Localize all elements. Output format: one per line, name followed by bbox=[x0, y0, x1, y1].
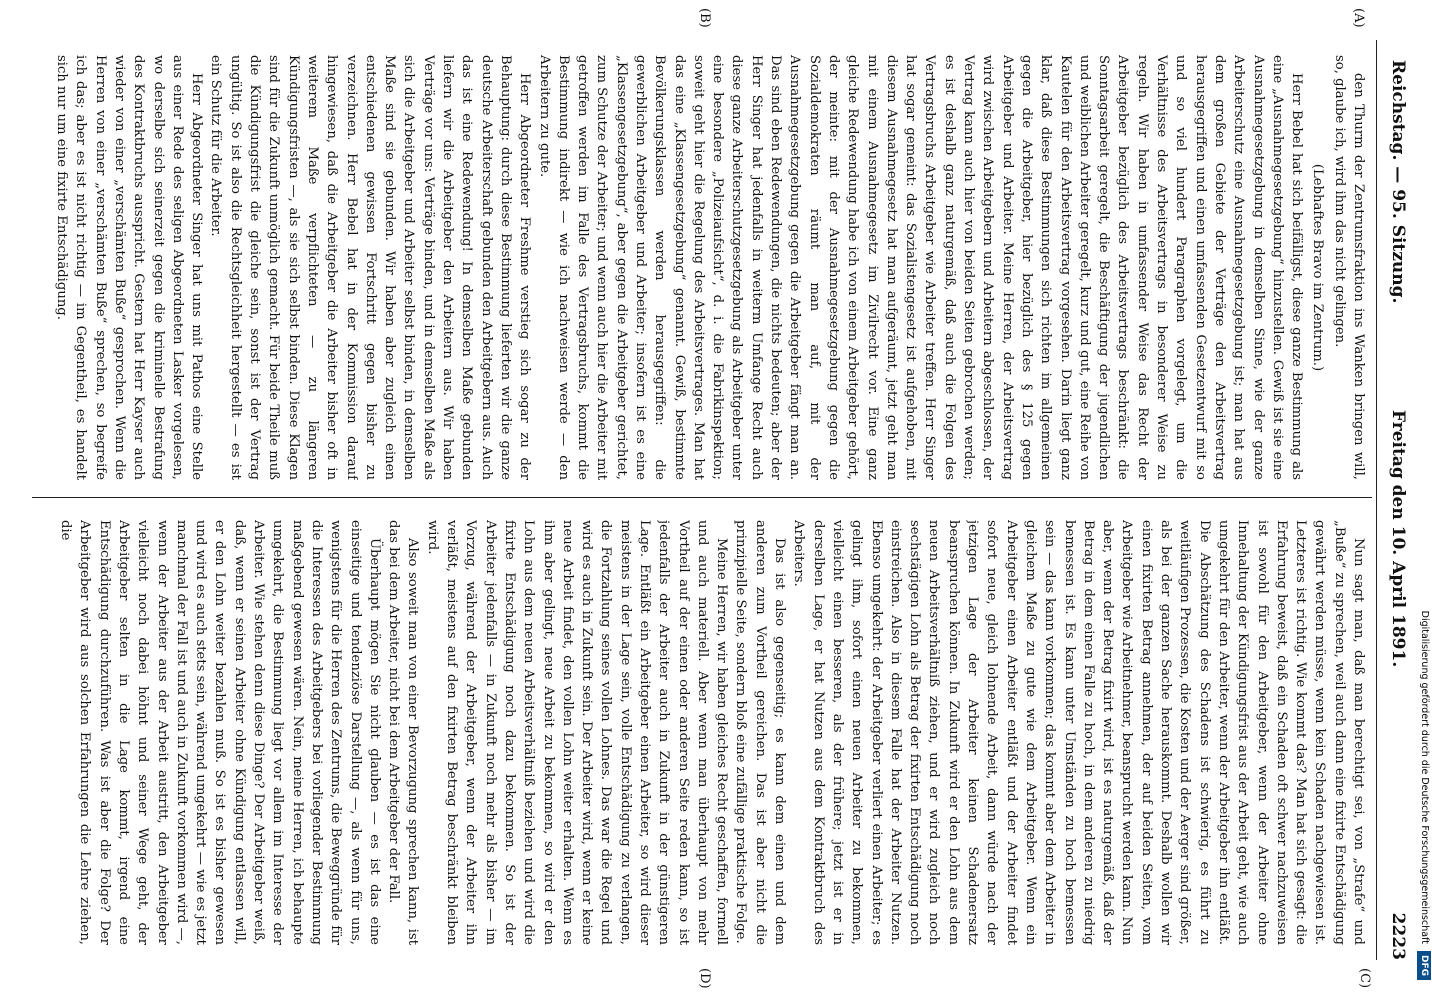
column-divider bbox=[32, 497, 1372, 498]
paragraph: Herr Abgeordneter Singer hat uns mit Pathos eine Stelle aus einer Rede des seligen Abgeordneten Lasker vorgelesen, wo derselbe sich seinerzeit gegen die kriminelle Bestrafung des Kontraktbruchs ausspricht. Gestern hat Herr Kayser auch wieder von einer „verschämten Buße“ gesprochen. Wenn die Herren von einer „verschämten Buße“ sprechen, so begreife ich das; aber es ist nicht richtig — im Gegentheil, es handelt sich nur um eine fixirte Entschädigung. bbox=[54, 55, 205, 480]
digitization-credit bbox=[1416, 20, 1432, 980]
paragraph: Nun sagt man, daß man berechtigt sei, von „Strafe“ und „Buße“ zu sprechen, weil auch dann eine fixirte Entschädigung gewährt werden müsse, wenn kein Schaden nachgewiesen ist. Letzteres ist richtig. Wie kommt das? Man hat sich gesagt: die Erfahrung beweist, daß ein Schaden oft schwer nachzuweisen ist sowohl für den Arbeitgeber, wenn der Arbeiter ohne Innehaltung der Kündigungsfrist aus der Arbeit geht, wie auch umgekehrt für den Arbeiter, wenn der Arbeitgeber ihn entläßt. Die Abschätzung des Schadens ist schwierig, es führt zu weitläufigen Prozessen, die Kosten und der Aerger sind größer, als bei der ganzen Sache herauskommt. Deshalb wollen wir einen fixirten Betrag annehmen, der auf beiden Seiten, vom Arbeitgeber wie Arbeitnehmer, beansprucht werden kann. Nun aber, wenn der Betrag fixirt wird, ist es naturgemäß, daß der Betrag in dem einen Falle zu hoch, in dem anderen zu niedrig bemessen ist. Es kann unter Umständen zu hoch bemessen sein — das kann vorkommen; das kommt aber dem Arbeiter in gleichem Maße zu gute wie dem Arbeitgeber. Wenn ein Arbeitgeber einen Arbeiter entläßt und der Arbeiter findet sofort neue, gleich lohnende Arbeit, dann würde nach der jetzigen Lage der Arbeiter keinen Schadenersatz beanspruchen können. In Zukunft wird er den Lohn aus dem neuen Arbeitsverhältniß ziehen, und er wird zugleich noch sechstägigen Lohn als Betrag der fixirten Entschädigung noch einstreichen. Also in diesem Falle hat der Arbeiter Nutzen. Ebenso umgekehrt: der Arbeitgeber verliert einen Arbeiter; es gelingt ihm, sofort einen neuen Arbeiter zu bekommen, vielleicht einen besseren, als der frühere; jetzt ist er in derselben Lage, er hat Nutzen aus dem Kontraktbruch des Arbeiters. bbox=[791, 520, 1366, 945]
paragraph: Meine Herren, wir haben gleiches Recht geschaffen, formell und auch materiell. Aber wenn man überhaupt von mehr Vortheil auf der einen oder anderen Seite reden kann, so ist jedenfalls der Arbeiter auch in Zukunft in der günstigeren Lage. Entläßt ein Arbeitgeber einen Arbeiter, so wird dieser meistens in der Lage sein, volle Entschädigung zu verlangen, die Fortzahlung seines vollen Lohnes. Das war die Regel und wird es auch in Zukunft sein. Der Arbeiter wird, wenn er keine neue Arbeit findet, den vollen Lohn weiter erhalten. Wenn es ihm aber gelingt, neue Arbeit zu bekommen, so wird er den Lohn aus dem neuen Arbeitsverhältniß beziehen und wird die fixirte Entschädigung noch dazu bekommen. So ist der Arbeiter jedenfalls — in Zukunft noch mehr als bisher — im Vorzug, während der Arbeitgeber, wenn der Arbeiter ihn verläßt, meistens auf den fixirten Betrag beschränkt bleiben wird. bbox=[424, 520, 730, 945]
margin-marker-b: (B) bbox=[697, 8, 712, 28]
credit-text: Digitalisierung gefördert durch die Deutsche Forschungsgemeinschaft bbox=[1419, 610, 1430, 944]
margin-marker-c: (C) bbox=[1357, 968, 1372, 989]
paragraph: Das ist also gegenseitig; es kann dem einen und dem anderen zum Vortheil gereichen. Das ist aber nicht die prinzipielle Seite, sondern bloß eine zufällige praktische Folge. bbox=[733, 520, 788, 945]
paragraph: den Thurm der Zentrumsfraktion ins Wanken bringen will, so, glaube ich, wird ihm das nicht gelingen. bbox=[1331, 55, 1366, 480]
margin-marker-d: (D) bbox=[697, 968, 712, 989]
header-session: Reichstag. — 95. Sitzung. bbox=[1388, 60, 1408, 304]
right-column bbox=[48, 520, 1368, 945]
page-header bbox=[1382, 40, 1412, 960]
paragraph: Herr Abgeordneter Freshme verstieg sich sogar zu der Behauptung: durch diese Bestimmung lieferten wir die ganze deutsche Arbeiterschaft gebunden den Arbeitgebern aus. Auch das ist eine Redewendung! In demselben Maße gebunden liefern wir die Arbeitgeber den Arbeitern aus. Wir haben Verträge vor uns: Verträge binden, und in demselben Maße als sich die Arbeitgeber und Arbeiter selbst binden, in demselben Maße sind sie gebunden. Wir haben aber zugleich einen entschiedenen gewissen Fortschritt gegen bisher zu verzeichnen. Herr Bebel hat in der Kommission darauf hingewiesen, daß die Arbeitgeber die Arbeiter bisher oft in weiterem Maße verpflichteten — zu längeren Kündigungsfristen —, als sie sich selbst binden. Diese Klagen sind für die Zukunft unmöglich gemacht. Für beide Theile muß die Kündigungsfrist die gleiche sein, sonst ist der Vertrag ungültig. So ist also die Rechtsgleichheit hergestellt — es ist ein Schutz für die Arbeiter. bbox=[208, 55, 533, 480]
header-rule bbox=[1376, 40, 1377, 960]
paragraph: Herr Bebel hat sich beifälligst, diese ganze Bestimmung als eine „Ausnahmegesetzgebung“ hinzustellen. Gewiß ist sie eine Ausnahmegesetzgebung in demselben Sinne, wie der ganze Arbeiterschutz eine Ausnahmegesetzgebung ist; man hat aus dem großen Gebiete der Verträge den Arbeitsvertrag herausgegriffen und einen umfassenden Gesetzentwurf mit so und so viel hundert Paragraphen vorgelegt, um die Verhältnisse des Arbeitsvertrags in besonderer Weise zu regeln. Wir haben in umfassender Weise das Recht der Arbeitgeber bezüglich des Arbeitsvertrags beschränkt: die Sonntagsarbeit geregelt, die Beschäftigung der jugendlichen und weiblichen Arbeiter geregelt, kurz und gut, eine Reihe von Kautelen für den Arbeitsvertrag vorgesehen. Darin liegt ganz klar, daß diese Bestimmungen sich richten im allgemeinen gegen die Arbeitgeber, hier bezüglich des § 125 gegen Arbeitgeber und Arbeiter. Meine Herren, der Arbeitsvertrag wird zwischen Arbeitgebern und Arbeitern abgeschlossen, der Vertrag kann auch hier von beiden Seiten gebrochen werden; es ist deshalb ganz naturgemäß, daß auch die Folgen des Vertragsbruchs Arbeitgeber wie Arbeiter treffen. Herr Singer hat sogar gemeint: das Sozialistengesetz ist aufgehoben, mit diesem Ausnahmegesetz hat man aufgeräumt, jetzt geht man mit einem Ausnahmegesetz im Zivilrecht vor. Eine ganz gleiche Redewendung habe ich von einem Arbeitgeber gehört, der meinte: mit der Ausnahmegesetzgebung gegen die Sozialdemokraten räumt man auf, mit der Ausnahmegesetzgebung gegen die Arbeitgeber fängt man an. Das sind eben Redewendungen, die nichts bedeuten; aber der Herr Singer hat jedenfalls in weiterm Umfange Recht auch diese ganze Arbeiterschutzgesetzgebung als Arbeitgeber unter eine besondere „Polizeiaufsicht“, d. i. die Fabrikinspektion; soweit geht hier die Regelung des Arbeitsvertrages. Man hat das eine „Klassengesetzgebung“ genannt. Gewiß, bestimmte Bevölkerungsklassen werden herausgegriffen: die gewerblichen Arbeitgeber und Arbeiter; insofern ist es eine „Klassengesetzgebung“, aber gegen die Arbeitgeber gerichtet, zum Schutze der Arbeiter; und wenn auch hier die Arbeiter mit getroffen werden im Falle des Vertragsbruchs, kommt die Bestimmung indirekt — wie ich nachweisen werde — den Arbeitern zu gute. bbox=[536, 55, 1305, 480]
margin-marker-a: (A) bbox=[1351, 8, 1366, 28]
page-number: 2223 bbox=[1388, 912, 1408, 960]
paragraph: Also soweit man von einer Bevorzugung sprechen kann, ist das bei dem Arbeiter, nicht bei dem Arbeitgeber der Fall. bbox=[386, 520, 421, 945]
header-date: Freitag den 10. April 1891. bbox=[1388, 410, 1408, 668]
dfg-logo: DFG bbox=[1417, 951, 1431, 980]
applause-note: (Lebhaftes Bravo im Zentrum.) bbox=[1310, 163, 1326, 372]
paragraph: Überhaupt mögen Sie nicht glauben — es ist das eine einseitige und tendenziöse Darstellung —, als wenn für uns, wenigstens für die Herren des Zentrums, die Beweggründe für die Interessen des Arbeitgebers bei vorliegender Bestimmung maßgebend gewesen wären. Nein, meine Herren, ich behaupte umgekehrt, die Bestimmung liegt vor allem im Interesse der Arbeiter. Wie stehen denn diese Dinge? Der Arbeitgeber weiß, daß, wenn er seinen Arbeiter ohne Kündigung entlassen will, er den Lohn weiter bezahlen muß. So ist es bisher gewesen und wird es auch stets sein, während umgekehrt — wie es jetzt manchmal der Fall ist und auch in Zukunft vorkommen wird —, wenn der Arbeiter aus der Arbeit austritt, den Arbeitgeber vielleicht noch dabei höhnt und seiner Wege geht, der Arbeitgeber selten in die Lage kommt, irgend eine Entschädigung durchzuführen. Was ist aber die Folge? Der Arbeitgeber wird aus solchen Erfahrungen die Lehre ziehen, die bbox=[58, 520, 382, 945]
left-column bbox=[48, 55, 1368, 480]
